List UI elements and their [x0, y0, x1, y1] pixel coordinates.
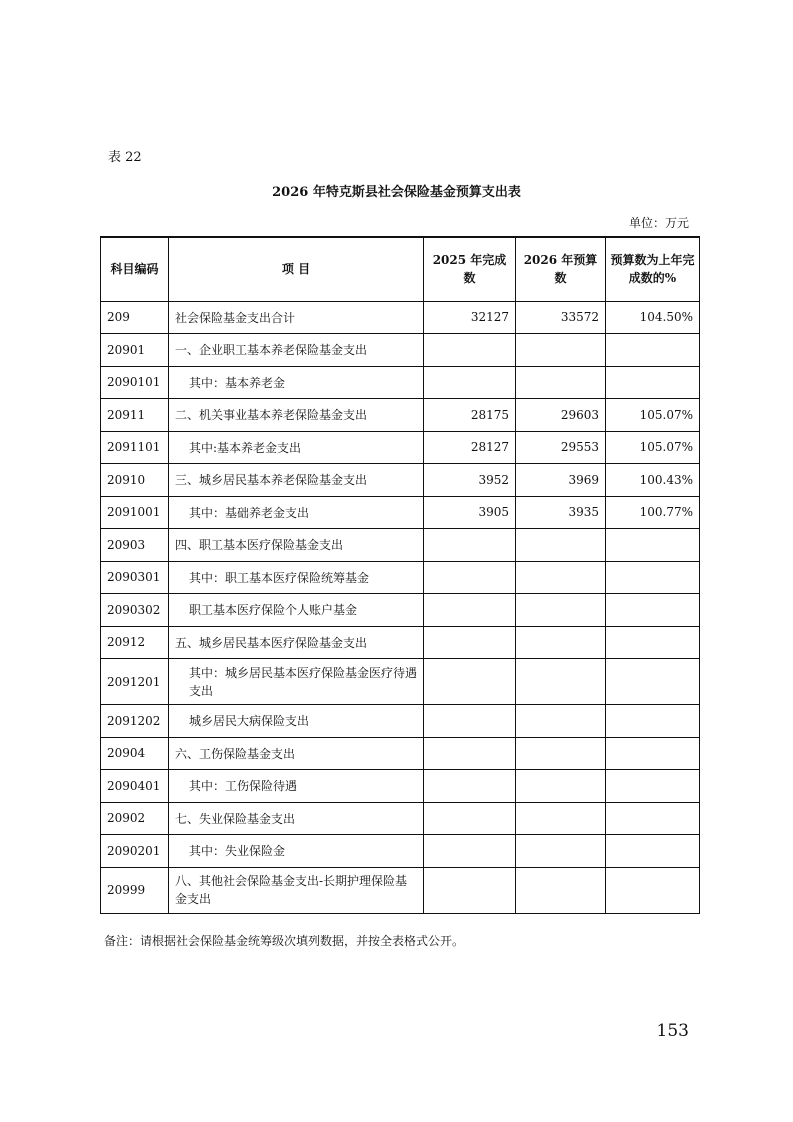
table-row — [101, 594, 700, 627]
row-2026 — [516, 659, 606, 705]
row-2026 — [516, 529, 606, 562]
page-title: 2026 年特克斯县社会保险基金预算支出表 — [272, 185, 521, 200]
row-code: 2090302 — [101, 594, 169, 627]
header-item: 项 目 — [169, 237, 424, 301]
row-item: 社会保险基金支出合计 — [169, 301, 424, 334]
footnote: 备注：请根据社会保险基金统筹级次填列数据，并按全表格式公开。 — [104, 934, 465, 948]
row-2025: 28127 — [424, 431, 516, 464]
row-code: 2090101 — [101, 366, 169, 399]
row-item: 其中:基本养老金支出 — [169, 431, 424, 464]
row-2026: 3969 — [516, 464, 606, 497]
row-item: 城乡居民大病保险支出 — [169, 705, 424, 738]
row-2026 — [516, 366, 606, 399]
row-2026 — [516, 594, 606, 627]
row-code: 2091202 — [101, 705, 169, 738]
row-item: 职工基本医疗保险个人账户基金 — [169, 594, 424, 627]
row-pct — [606, 737, 700, 770]
row-2026 — [516, 867, 606, 913]
row-2025 — [424, 626, 516, 659]
row-item: 一、企业职工基本养老保险基金支出 — [169, 334, 424, 367]
header-pct: 预算数为上年完成数的% — [606, 237, 700, 301]
row-code: 20902 — [101, 802, 169, 835]
row-pct — [606, 561, 700, 594]
row-code: 2090201 — [101, 835, 169, 868]
table-row — [101, 737, 700, 770]
row-code: 20901 — [101, 334, 169, 367]
row-2026 — [516, 737, 606, 770]
row-pct — [606, 770, 700, 803]
table-row — [101, 802, 700, 835]
row-2026 — [516, 770, 606, 803]
row-code: 2090401 — [101, 770, 169, 803]
row-code: 20904 — [101, 737, 169, 770]
row-2026: 29553 — [516, 431, 606, 464]
row-2025 — [424, 366, 516, 399]
row-2026 — [516, 561, 606, 594]
table-row — [101, 835, 700, 868]
page-number: 153 — [656, 1021, 689, 1041]
table-row — [101, 431, 700, 464]
row-item: 七、失业保险基金支出 — [169, 802, 424, 835]
row-item: 六、工伤保险基金支出 — [169, 737, 424, 770]
row-2025: 28175 — [424, 399, 516, 432]
row-pct: 104.50% — [606, 301, 700, 334]
row-2025: 3952 — [424, 464, 516, 497]
row-2025 — [424, 561, 516, 594]
table-row — [101, 366, 700, 399]
header-2026: 2026 年预算数 — [516, 237, 606, 301]
row-code: 20911 — [101, 399, 169, 432]
row-pct — [606, 626, 700, 659]
row-2025 — [424, 594, 516, 627]
row-item: 其中：职工基本医疗保险统筹基金 — [169, 561, 424, 594]
row-2025 — [424, 737, 516, 770]
row-2026: 29603 — [516, 399, 606, 432]
row-pct — [606, 529, 700, 562]
row-pct — [606, 835, 700, 868]
unit-label: 单位：万元 — [628, 216, 689, 230]
table-row — [101, 561, 700, 594]
row-pct — [606, 659, 700, 705]
row-code: 2091201 — [101, 659, 169, 705]
table-row — [101, 705, 700, 738]
table-label: 表 22 — [108, 150, 142, 165]
row-item: 五、城乡居民基本医疗保险基金支出 — [169, 626, 424, 659]
header-2025: 2025 年完成数 — [424, 237, 516, 301]
row-code: 20910 — [101, 464, 169, 497]
table-row — [101, 464, 700, 497]
header-code: 科目编码 — [101, 237, 169, 301]
row-item: 其中：城乡居民基本医疗保险基金医疗待遇支出 — [169, 659, 424, 705]
row-pct: 100.77% — [606, 496, 700, 529]
row-2025 — [424, 334, 516, 367]
row-2025 — [424, 770, 516, 803]
table-row — [101, 496, 700, 529]
row-pct — [606, 705, 700, 738]
row-code: 2091001 — [101, 496, 169, 529]
row-2025: 32127 — [424, 301, 516, 334]
row-2026: 3935 — [516, 496, 606, 529]
table-row — [101, 529, 700, 562]
row-2025 — [424, 659, 516, 705]
row-pct: 100.43% — [606, 464, 700, 497]
row-item: 三、城乡居民基本养老保险基金支出 — [169, 464, 424, 497]
table-row — [101, 626, 700, 659]
row-2025 — [424, 802, 516, 835]
row-item: 其中：失业保险金 — [169, 835, 424, 868]
table-header-row — [101, 237, 700, 301]
row-pct: 105.07% — [606, 431, 700, 464]
row-item: 其中：基本养老金 — [169, 366, 424, 399]
row-2025 — [424, 835, 516, 868]
row-item: 二、机关事业基本养老保险基金支出 — [169, 399, 424, 432]
row-2026: 33572 — [516, 301, 606, 334]
row-code: 2091101 — [101, 431, 169, 464]
row-2026 — [516, 802, 606, 835]
row-item: 八、其他社会保险基金支出-长期护理保险基金支出 — [169, 867, 424, 913]
row-2026 — [516, 334, 606, 367]
row-pct — [606, 366, 700, 399]
row-item: 其中：基础养老金支出 — [169, 496, 424, 529]
row-code: 20903 — [101, 529, 169, 562]
row-2026 — [516, 705, 606, 738]
row-pct: 105.07% — [606, 399, 700, 432]
table-row — [101, 301, 700, 334]
table-row — [101, 334, 700, 367]
row-2025 — [424, 705, 516, 738]
table-row — [101, 659, 700, 705]
budget-table — [100, 236, 700, 914]
row-pct — [606, 594, 700, 627]
table-row — [101, 399, 700, 432]
row-item: 四、职工基本医疗保险基金支出 — [169, 529, 424, 562]
table-row — [101, 770, 700, 803]
row-pct — [606, 802, 700, 835]
row-code: 209 — [101, 301, 169, 334]
row-code: 20912 — [101, 626, 169, 659]
row-pct — [606, 334, 700, 367]
row-2025 — [424, 529, 516, 562]
row-code: 2090301 — [101, 561, 169, 594]
row-2026 — [516, 626, 606, 659]
row-2026 — [516, 835, 606, 868]
row-item: 其中：工伤保险待遇 — [169, 770, 424, 803]
row-2025: 3905 — [424, 496, 516, 529]
row-code: 20999 — [101, 867, 169, 913]
row-pct — [606, 867, 700, 913]
table-row — [101, 867, 700, 913]
row-2025 — [424, 867, 516, 913]
